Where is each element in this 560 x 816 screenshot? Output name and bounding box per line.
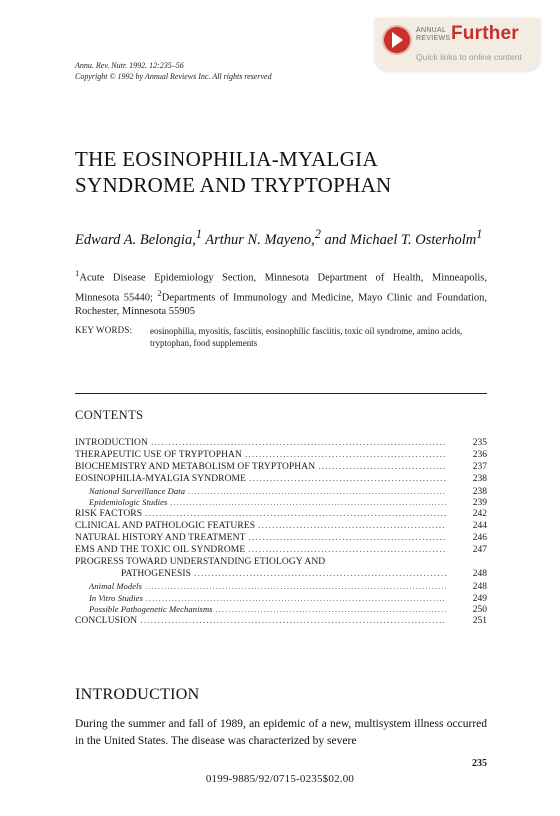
toc-leader [145,509,446,521]
toc-leader [194,569,446,581]
toc-entry[interactable] [75,616,487,628]
author-name: and Michael T. Osterholm [324,231,477,248]
article-title [75,146,495,198]
toc-entry[interactable] [75,509,487,521]
toc-leader [248,533,446,545]
play-icon[interactable] [384,27,410,53]
toc-leader [145,581,446,593]
journal-citation: Annu. Rev. Nutr. 1992. 12:235–56 [75,61,184,70]
toc-entry-label: Possible Pathogenetic Mechanisms [89,604,213,615]
affiliation-mark: 2 [157,287,162,298]
toc-entry-label: BIOCHEMISTRY AND METABOLISM OF TRYPTOPHAN [75,461,316,472]
toc-page-number: 248 [472,581,487,592]
toc-subentry[interactable] [75,593,487,605]
author-affiliation-mark: 2 [314,227,321,241]
author-affiliation-mark: 1 [476,227,483,241]
toc-entry[interactable] [75,474,487,486]
title-line-1: THE EOSINOPHILIA-MYALGIA [75,147,378,171]
badge-further-label[interactable]: Further [451,23,519,44]
toc-leader [318,462,446,474]
affiliations [75,266,487,319]
toc-page-number: 251 [472,616,487,627]
toc-entry-label: Epidemiologic Studies [89,497,168,508]
author-name: Arthur N. Mayeno, [205,231,315,248]
badge-brand [416,27,450,43]
toc-leader [140,616,446,628]
toc-entry-label: Animal Models [89,580,143,591]
section-divider [75,393,487,394]
toc-entry-label: EMS AND THE TOXIC OIL SYNDROME [75,545,246,556]
toc-entry[interactable] [75,521,487,533]
copyright-line: Copyright © 1992 by Annual Reviews Inc. All rights reserved [75,72,272,81]
toc-page-number: 239 [472,498,487,509]
price-code: 0199-9885/92/0715-0235$02.00 [205,773,355,785]
toc-page-number: 238 [472,473,487,484]
toc-entry-label: CLINICAL AND PATHOLOGIC FEATURES [75,521,256,532]
toc-entry-label: NATURAL HISTORY AND TREATMENT [75,533,246,544]
toc-leader [248,545,446,557]
toc-entry-label: EOSINOPHILIA-MYALGIA SYNDROME [75,473,246,484]
badge-annual-label: ANNUAL [416,27,447,34]
toc-leader [146,593,446,605]
toc-entry-label: INTRODUCTION [75,438,148,448]
toc-page-number: 237 [472,461,487,472]
author-list [75,226,487,249]
author-affiliation-mark: 1 [195,227,202,241]
affiliation-text: Acute Disease Epidemiology Section, Minnesota Department of Health, Minneapolis, Minnesota 55440; [75,272,487,303]
toc-entry[interactable] [75,450,487,462]
toc-leader [151,438,446,450]
toc-page-number: 246 [472,533,487,544]
toc-entry-label: PROGRESS TOWARD UNDERSTANDING ETIOLOGY AND [75,556,326,567]
title-line-2: SYNDROME AND TRYPTOPHAN [75,173,392,197]
toc-entry[interactable] [75,557,487,569]
toc-entry-label: THERAPEUTIC USE OF TRYPTOPHAN [75,449,242,460]
toc-page-number: 244 [472,521,487,532]
affiliation-text: Departments of Immunology and Medicine, Mayo Clinic and Foundation, Rochester, Minnesota 55905 [75,292,487,317]
affiliation-mark: 1 [75,268,80,278]
toc-page-number: 249 [472,593,487,604]
toc-subentry[interactable] [75,581,487,593]
badge-subtitle[interactable]: Quick links to online content [416,52,522,62]
toc-entry-label: In Vitro Studies [89,592,144,603]
toc-leader [245,450,446,462]
toc-entry[interactable] [75,438,487,450]
body-paragraph: During the summer and fall of 1989, an epidemic of a new, multisystem illness occurred in the United States. The disease was characterized by severe [75,718,487,747]
toc-entry-label: National Surveillance Data [89,485,186,496]
toc-entry-label: RISK FACTORS [75,509,143,520]
toc-entry-continuation[interactable] [75,569,487,581]
author-name: Edward A. Belongia, [75,231,196,248]
toc-entry[interactable] [75,545,487,557]
toc-subentry[interactable] [75,604,487,616]
toc-page-number: 235 [472,438,487,448]
toc-entry[interactable] [75,533,487,545]
toc-subentry[interactable] [75,486,487,498]
toc-leader [216,604,446,616]
toc-page-number: 248 [472,568,487,579]
page-number: 235 [472,758,487,769]
toc-entry[interactable] [75,462,487,474]
keywords-text: eosinophilia, myositis, fasciitis, eosinophilic fasciitis, toxic oil syndrome, amino acids, tryptophan, food supplements [150,326,463,348]
keywords-label: KEY WORDS: [75,325,133,335]
toc-page-number: 247 [472,545,487,556]
toc-entry-label: PATHOGENESIS [121,568,192,579]
toc-page-number: 236 [472,449,487,460]
toc-leader [258,521,446,533]
contents-heading: CONTENTS [75,408,144,422]
section-heading: INTRODUCTION [75,686,200,703]
badge-reviews-label: REVIEWS [416,35,451,42]
toc-page-number: 250 [472,605,487,616]
toc-leader [188,486,446,498]
toc-leader [170,497,446,509]
toc-page-number: 238 [472,486,487,497]
table-of-contents [75,438,487,628]
toc-page-number: 242 [472,509,487,520]
toc-entry-label: CONCLUSION [75,616,138,627]
toc-leader [249,474,446,486]
toc-subentry[interactable] [75,497,487,509]
